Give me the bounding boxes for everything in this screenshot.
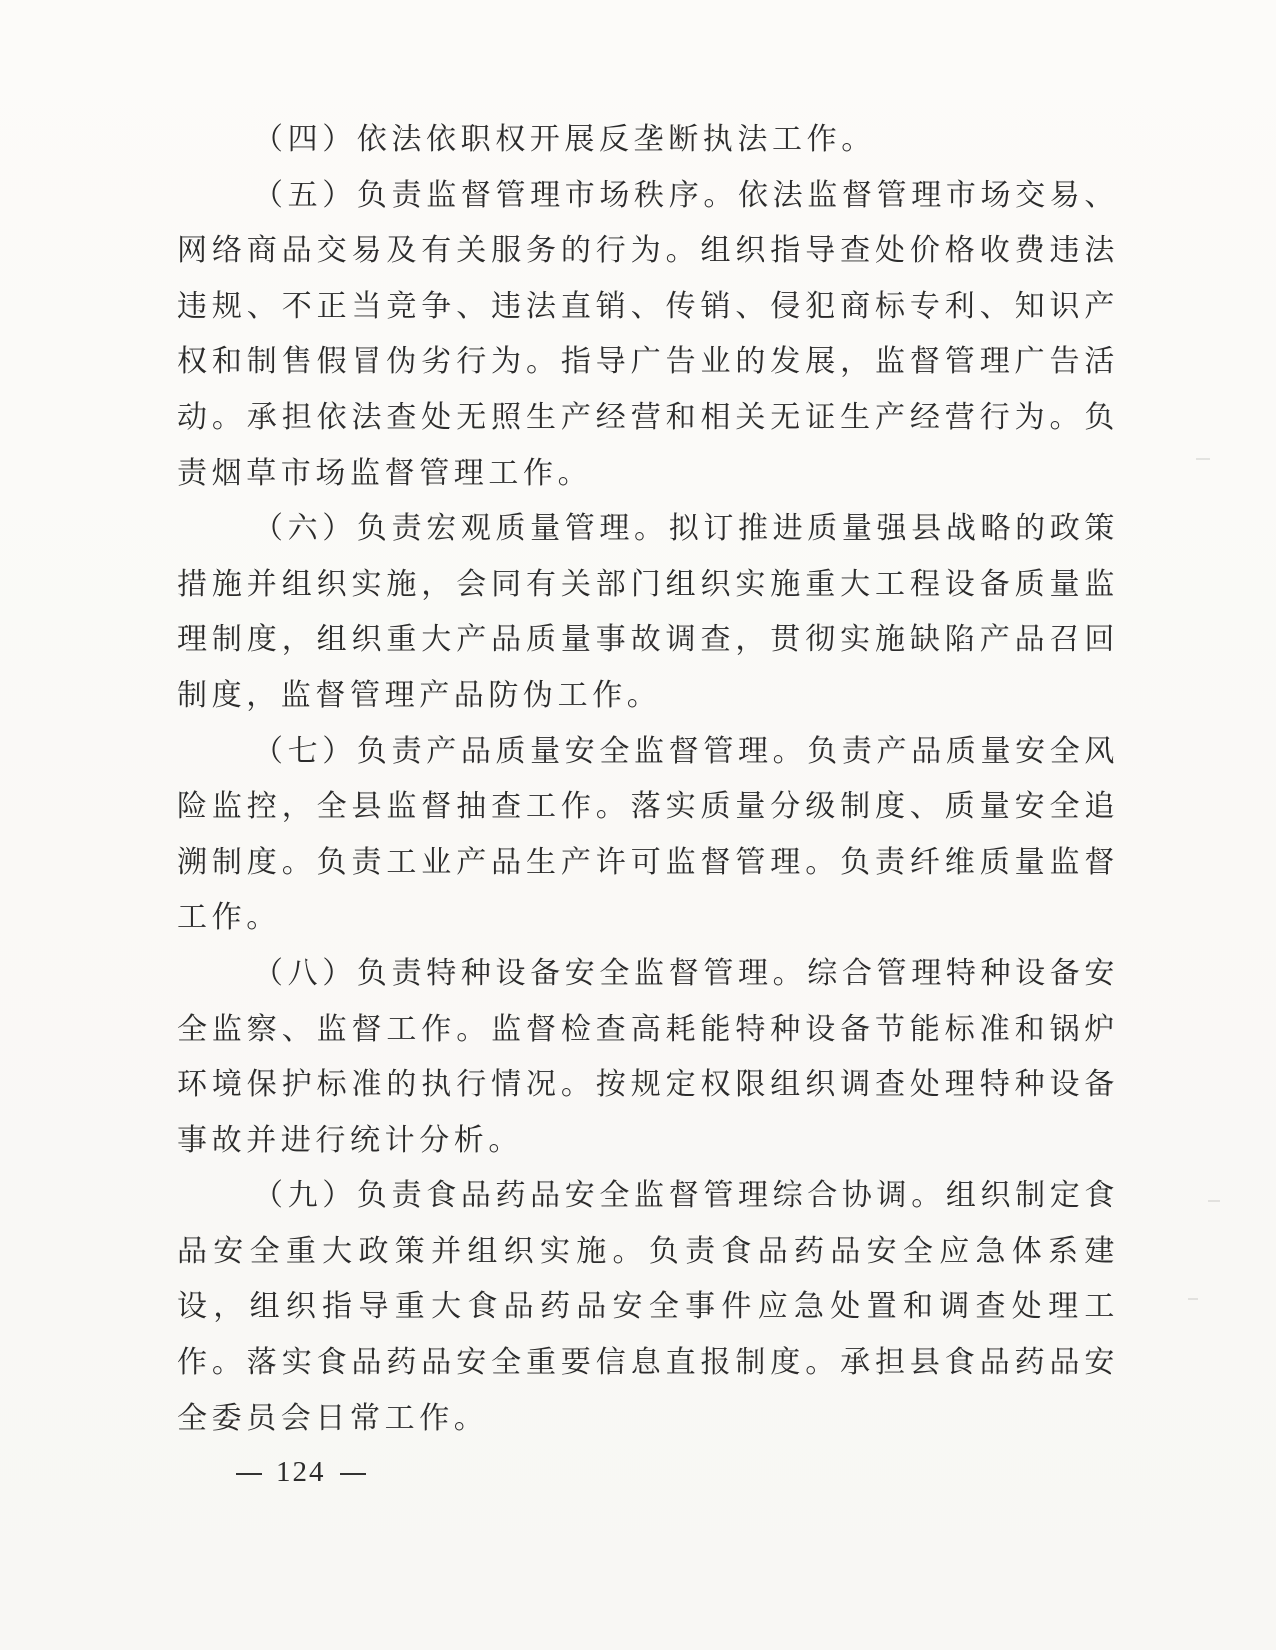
scan-mark: [1188, 1298, 1198, 1300]
paragraph-7: （七）负责产品质量安全监督管理。负责产品质量安全风险监控，全县监督抽查工作。落实质量分级制度、质量安全追溯制度。负责工业产品生产许可监督管理。负责纤维质量监督工作。: [177, 733, 1119, 936]
page-number: [222, 1456, 380, 1489]
body-text: [177, 112, 1119, 1446]
paragraph-6: （六）负责宏观质量管理。拟订推进质量强县战略的政策措施并组织实施，会同有关部门组织实施重大工程设备质量监理制度，组织重大产品质量事故调查，贯彻实施缺陷产品召回制度，监督管理产品防伪工作。: [177, 511, 1119, 713]
paragraph-5: （五）负责监督管理市场秩序。依法监督管理市场交易、网络商品交易及有关服务的行为。组织指导查处价格收费违法违规、不正当竞争、违法直销、传销、侵犯商标专利、知识产权和制售假冒伪劣行为。指导广告业的发展，监督管理广告活动。承担依法查处无照生产经营和相关无证生产经营行为。负责烟草市场监督管理工作。: [177, 177, 1119, 491]
page-number-dash-left: [236, 1473, 262, 1475]
scan-mark: [1208, 1200, 1220, 1202]
page-number-value: 124: [276, 1456, 326, 1488]
paragraph-9: （九）负责食品药品安全监督管理综合协调。组织制定食品安全重大政策并组织实施。负责食品药品安全应急体系建设，组织指导重大食品药品安全事件应急处置和调查处理工作。落实食品药品安全重要信息直报制度。承担县食品药品安全委员会日常工作。: [177, 1178, 1119, 1436]
scan-mark: [1196, 458, 1210, 460]
paragraph-8: （八）负责特种设备安全监督管理。综合管理特种设备安全监察、监督工作。监督检查高耗能特种设备节能标准和锅炉环境保护标准的执行情况。按规定权限组织调查处理特种设备事故并进行统计分析。: [177, 955, 1119, 1158]
paragraph-4: （四）依法依职权开展反垄断执法工作。: [253, 122, 876, 157]
page-number-dash-right: [340, 1473, 366, 1475]
